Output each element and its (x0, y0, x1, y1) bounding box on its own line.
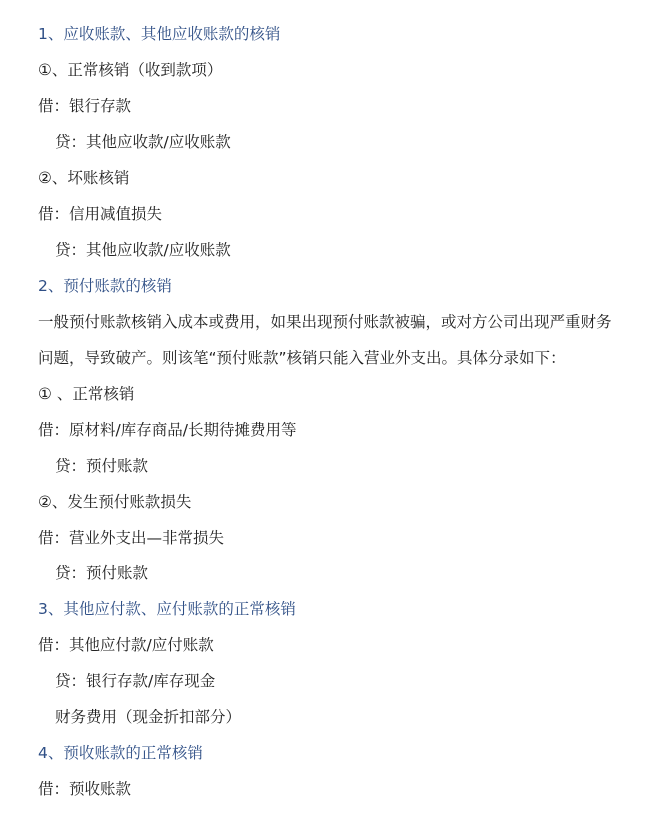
section-2-case-2-credit: 贷：预付账款 (55, 564, 149, 582)
section-3-credit-1: 贷：银行存款/库存现金 (55, 672, 216, 690)
section-4-heading: 4、预收账款的正常核销 (38, 744, 203, 762)
section-2-case-2-debit: 借：营业外支出—非常损失 (38, 529, 225, 547)
section-2-case-1-credit: 贷：预付账款 (55, 457, 149, 475)
section-1-case-1-title: ①、正常核销（收到款项） (38, 61, 223, 79)
section-1-case-1-credit: 贷：其他应收款/应收账款 (55, 133, 231, 151)
section-1-heading: 1、应收账款、其他应收账款的核销 (38, 25, 281, 43)
section-2-case-2-title: ②、发生预付账款损失 (38, 493, 192, 511)
section-4-debit: 借：预收账款 (38, 780, 132, 798)
section-1-case-2-title: ②、坏账核销 (38, 169, 130, 187)
section-2-paragraph-line-1: 一般预付账款核销入成本或费用，如果出现预付账款被骗，或对方公司出现严重财务 (38, 313, 612, 331)
section-2-heading: 2、预付账款的核销 (38, 277, 172, 295)
section-3-debit: 借：其他应付款/应付账款 (38, 636, 214, 654)
section-1-case-1-debit: 借：银行存款 (38, 97, 132, 115)
section-3-heading: 3、其他应付款、应付账款的正常核销 (38, 600, 296, 618)
section-2-case-1-title: ① 、正常核销 (38, 385, 135, 403)
section-1-case-2-credit: 贷：其他应收款/应收账款 (55, 241, 231, 259)
section-1-case-2-debit: 借：信用减值损失 (38, 205, 163, 223)
section-2-case-1-debit: 借：原材料/库存商品/长期待摊费用等 (38, 421, 297, 439)
section-2-paragraph-line-2: 问题，导致破产。则该笔“预付账款”核销只能入营业外支出。具体分录如下： (38, 349, 566, 367)
section-3-credit-2: 财务费用（现金折扣部分） (55, 708, 242, 726)
